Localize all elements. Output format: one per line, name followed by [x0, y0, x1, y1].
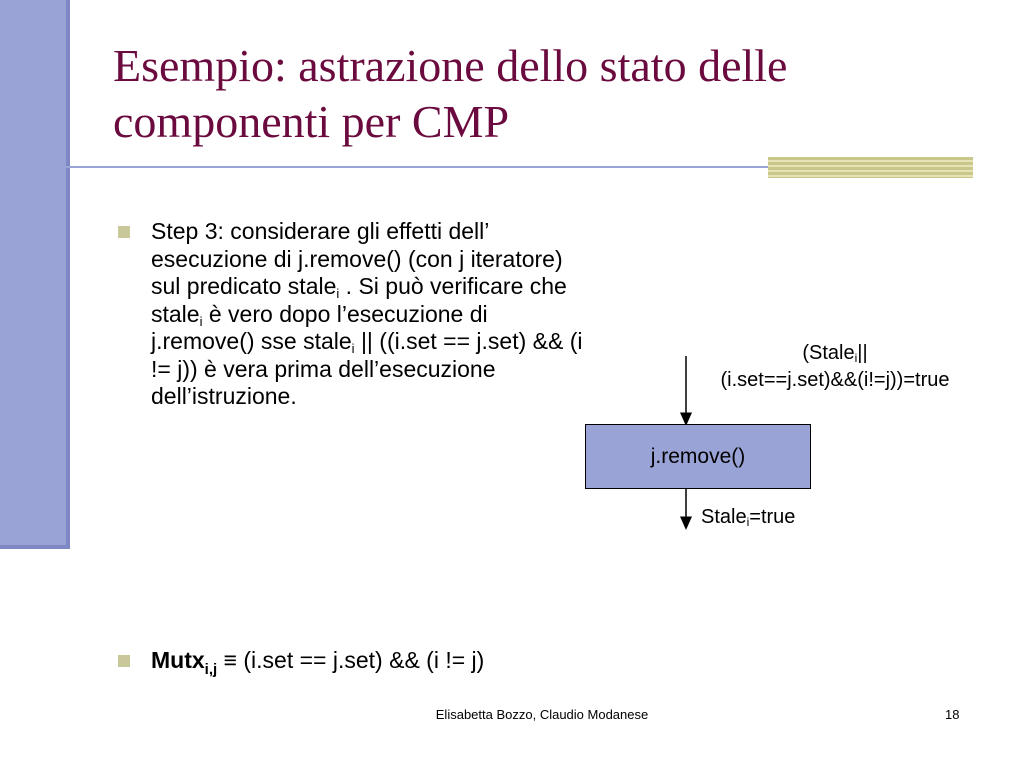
precondition-label [660, 340, 1010, 394]
post-main: Stale [701, 506, 747, 528]
mutx-sub: i,j [204, 661, 218, 678]
footer-page-number: 18 [945, 707, 960, 722]
slide-title-line2: componenti per CMP [113, 96, 510, 147]
step3-text-4: || ((i.set == j.set) && (i != j)) è vera prima dell’esecuzione dell’istruzione. [151, 328, 583, 409]
step3-sub-3: i [351, 341, 355, 356]
post-sub: i [746, 515, 750, 529]
step3-text-2: . Si può verificare che stale [151, 273, 567, 327]
statement-box [585, 424, 811, 489]
post-rest: =true [749, 506, 796, 528]
step3-text-1: Step 3: considerare gli effetti dell’ esecuzione di j.remove() (con j iteratore) sul predicato stale [151, 218, 563, 299]
statement-box-label: j.remove() [650, 444, 746, 468]
footer-authors: Elisabetta Bozzo, Claudio Modanese [435, 707, 649, 722]
pre-close: || [857, 342, 868, 364]
mutx-definition: ≡ (i.set == j.set) && (i != j) [217, 647, 485, 673]
step3-sub-1: i [336, 286, 340, 301]
mutx-name: Mutx [151, 647, 205, 673]
postcondition-label [701, 506, 795, 529]
step3-sub-2: i [199, 313, 203, 329]
pre-sub: i [854, 351, 858, 365]
pre-open: (Stale [802, 342, 855, 364]
step3-text-3: è vero dopo l’esecuzione di j.remove() sse stale [151, 300, 488, 354]
slide-title-line1: Esempio: astrazione dello stato delle [113, 40, 788, 91]
pre-line2: (i.set==j.set)&&(i!=j))=true [720, 369, 950, 391]
